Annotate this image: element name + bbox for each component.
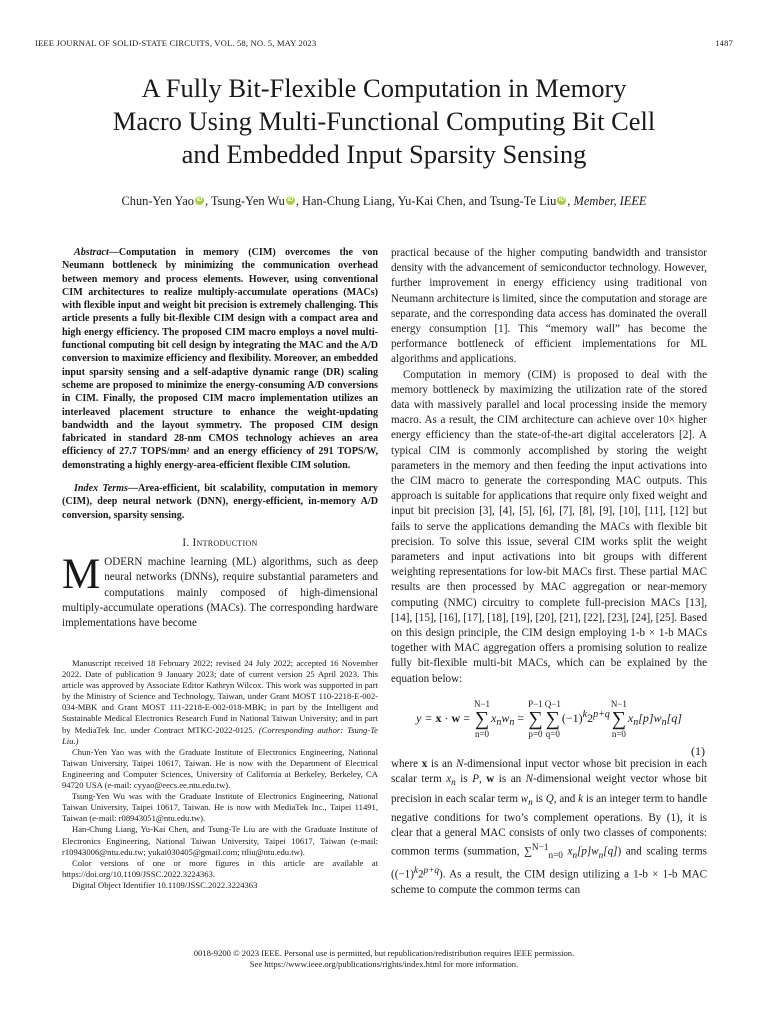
right-paragraph-3 bbox=[391, 757, 707, 899]
index-terms-text: Area-efficient, bit scalability, computation in memory (CIM), deep neural network (DNN), energy-efficient, in-memory A/D conversion, sparsity sensing. bbox=[62, 483, 378, 521]
text: ). As a result, the CIM design utilizing a 1-b × 1-b MAC scheme to compute the common terms can bbox=[391, 869, 707, 897]
var-k: k bbox=[578, 792, 584, 805]
footnote-color-versions: Color versions of one or more figures in this article are available at https://doi.org/10.1109/JSSC.2022.3224363. bbox=[62, 857, 378, 879]
author-3-5: , Han-Chung Liang, Yu-Kai Chen, and Tsung-Te Liu bbox=[295, 194, 557, 208]
equation-body bbox=[391, 699, 707, 739]
rights-link-line[interactable]: See https://www.ieee.org/publications/rights/index.html for more information. bbox=[249, 959, 519, 969]
abstract-text: Computation in memory (CIM) overcomes the von Neumann bottleneck by minimizing the communication overhead between memory and process elements. However, using conventional CIM architectures to realize multiply-accumulate operations (MACs) with flexible input and weight bit precision is extremely challenging. This article presents a fully bit-flexible CIM design with a compact area and high energy efficiency. The proposed CIM macro employs a novel multi-functional computing bit cell design by integrating the MAC and the A/D conversion to maximize efficiency and flexibility. Moreover, an embedded input sparsity sensing and a self-adaptive dynamic range (DR) scaling scheme are proposed to minimize the energy-consuming A/D conversions in CIM. Finally, the proposed CIM macro implementation utilizes an interleaved placement structure to enhance the weight-updating bandwidth and the layout symmetry. The proposed CIM design fabricated in standard 28-nm CMOS technology achieves an area efficiency of 27.7 TOPS/mm² and an energy efficiency of 291 TOPS/W, demonstrating a highly energy-area-efficient flexible CIM solution. bbox=[62, 247, 378, 471]
sum-4 bbox=[611, 699, 627, 739]
text: , bbox=[478, 773, 487, 786]
left-column bbox=[62, 246, 378, 631]
inline-sup: k bbox=[413, 866, 418, 877]
text: is bbox=[532, 792, 546, 805]
footnote-doi: Digital Object Identifier 10.1109/JSSC.2022.3224363 bbox=[72, 879, 258, 890]
footnotes bbox=[62, 658, 378, 891]
sum-symbol: ∑ bbox=[611, 707, 626, 730]
author-list bbox=[30, 194, 738, 209]
var-w: w bbox=[486, 773, 495, 786]
orcid-icon[interactable]: iD bbox=[196, 197, 203, 203]
text: where bbox=[391, 757, 422, 770]
footnote-manuscript-text: Manuscript received 18 February 2022; revised 24 July 2022; accepted 16 November 2022. Date of publication 9 January 2023; date of current version 25 April 2023. This article was approved by Associate Editor Kathryn Wilcox. This work was supported in part by the Ministry of Science and Technology, Taiwan, under Grant MOST 110-2218-E-002-034-MBK and Grant MOST 111-2218-E-002-018-MBK; in part by the Intelligent and Sustainable Medical Electronics Research Fund in National Taiwan University; and in part by MediaTek Inc. under Contract MTKC-2022-0125. bbox=[62, 658, 378, 735]
section-number: I. bbox=[182, 536, 193, 549]
inline-sub: n=0 bbox=[548, 851, 563, 862]
sum-symbol: ∑ bbox=[528, 707, 543, 730]
text: is an bbox=[427, 757, 457, 770]
orcid-icon[interactable]: iD bbox=[287, 197, 294, 203]
intro-paragraph bbox=[62, 551, 378, 631]
footnote-authors-3-5: Han-Chung Liang, Yu-Kai Chen, and Tsung-Te Liu are with the Graduate Institute of Electronics Engineering, National Taiwan University, Taipei 10617, Taiwan (e-mail: r10943006@ntu.edu.tw; yukai030405@gmail.com; ttliu@ntu.edu.tw). bbox=[62, 824, 378, 857]
var-sub: n bbox=[528, 797, 533, 808]
eq-x: x bbox=[435, 710, 442, 725]
text: ) and scaling terms ((−1) bbox=[391, 846, 708, 882]
sum-upper: P−1 bbox=[528, 698, 543, 709]
var-Q: Q bbox=[545, 792, 554, 805]
eq-equals: = bbox=[514, 710, 528, 725]
var-N: N bbox=[456, 757, 464, 770]
copyright-footer bbox=[0, 948, 768, 970]
text: is an integer term to handle negative conditions for two’s complement operations. By (1), it is clear that a general MAC consists of only two classes of components: common terms (summation, bbox=[391, 792, 708, 859]
inline-sup: N−1 bbox=[531, 843, 549, 854]
inline-term: [q] bbox=[603, 846, 618, 859]
inline-term: x bbox=[562, 846, 573, 859]
right-paragraph-1: practical because of the higher computing bandwidth and transistor density with the advancement of semiconductor technology. However, further improvement in energy efficiency using traditional von Neumann architecture is limited, since the computation and storage are separate, and the corresponding data access has dominated the overall energy consumption [1]. This “memory wall” has become the performance bottleneck of efficient implementations for ML algorithms and applications. bbox=[391, 247, 707, 366]
footnote-manuscript bbox=[62, 658, 378, 747]
section-title: Introduction bbox=[192, 536, 258, 549]
copyright-line: 0018-9200 © 2023 IEEE. Personal use is permitted, but republication/redistribution requires IEEE permission. bbox=[193, 948, 575, 958]
sum-lower: n=0 bbox=[474, 728, 490, 739]
right-column bbox=[391, 246, 707, 899]
index-terms-label: Index Terms— bbox=[74, 483, 139, 495]
sum-symbol: ∑ bbox=[474, 707, 490, 730]
eq-sub: n bbox=[633, 717, 639, 729]
sum-lower: n=0 bbox=[611, 728, 626, 739]
sum-upper: Q−1 bbox=[544, 698, 561, 709]
eq-sup: p+q bbox=[593, 708, 610, 720]
first-word-rest: ODERN bbox=[104, 556, 143, 569]
author-2: , Tsung-Yen Wu bbox=[204, 194, 285, 208]
text: -dimensional input vector whose bit precision in each scalar term bbox=[391, 757, 707, 786]
author-sep: , bbox=[567, 194, 574, 208]
eq-term: [p]w bbox=[638, 710, 662, 725]
inline-term: [p]w bbox=[577, 846, 599, 859]
eq-sup: k bbox=[582, 708, 588, 720]
var-xn: x bbox=[446, 773, 452, 786]
inline-sup: p+q bbox=[423, 866, 440, 877]
eq-term: (−1) bbox=[561, 710, 583, 725]
footnote-author-2: Tsung-Yen Wu was with the Graduate Institute of Electronics Engineering, National Taiwan University, Taipei 10617, Taiwan. He is now with MediaTek Inc., Taipei 11491, Taiwan (e-mail: r08943051@ntu.edu.tw). bbox=[62, 791, 378, 824]
title-line-3: and Embedded Input Sparsity Sensing bbox=[181, 139, 587, 169]
drop-cap: M bbox=[62, 551, 101, 599]
member-ieee: Member, IEEE bbox=[573, 194, 647, 208]
sum-upper: N−1 bbox=[473, 698, 491, 709]
eq-term: x bbox=[627, 710, 634, 725]
sum-lower: q=0 bbox=[545, 728, 560, 739]
inline-sub: n bbox=[572, 851, 578, 862]
var-x: x bbox=[421, 757, 428, 770]
section-heading-intro bbox=[62, 536, 378, 551]
eq-sub: n bbox=[496, 717, 502, 729]
eq-sub: n bbox=[661, 717, 667, 729]
eq-term: [q] bbox=[666, 710, 682, 725]
var-P: P bbox=[472, 773, 479, 786]
orcid-icon[interactable]: iD bbox=[558, 197, 565, 203]
sum-3 bbox=[545, 699, 561, 739]
equation-number: (1) bbox=[691, 743, 705, 758]
eq-lhs: y = bbox=[416, 710, 436, 725]
eq-dot: · bbox=[441, 710, 452, 725]
eq-equals: = bbox=[460, 710, 473, 725]
text: 2 bbox=[418, 869, 424, 882]
sum-lower: p=0 bbox=[528, 728, 543, 739]
text: is an bbox=[494, 773, 526, 786]
var-sub: n bbox=[451, 778, 456, 789]
corresponding-author: (Corresponding author: Tsung-Te Liu.) bbox=[62, 724, 378, 746]
sum-symbol: ∑ bbox=[545, 707, 560, 730]
eq-term: w bbox=[501, 710, 510, 725]
var-N: N bbox=[525, 773, 534, 786]
right-paragraph-2: Computation in memory (CIM) is proposed to deal with the memory bottleneck by maximizing the utilization rate of the stored data with massively parallel and local processing inside the memory macro. As a result, the CIM architecture can achieve over 10× higher energy efficiency than the state-of-the-art digital accelerators [2]. A typical CIM is commonly accomplished by storing the weight parameters in the memory and then feeding the input activations into the CIM macro to generate the corresponding MAC outputs. This approach is suitable for applications that require only fixed weight and input bit precision [3], [4], [5], [6], [7], [8], [9], [10], [11], [12] but fails to serve the applications demanding the MACs with flexible bit precision. To solve this issue, several CIM works split the weight parameters and input activations into bit groups with different weighting representations for low-bit MACs first. These partial MAC results are then processed by MAC aggregation or near-memory computing (NMC) circuitry to complete full-precision MACs [13], [14], [15], [16], [17], [18], [19], [20], [21], [22], [23], [24], [25]. Based on this design principle, the CIM design employing 1-b × 1-b MACs together with MAC aggregation offers a promising solution to realize fully bit-flexible multi-bit MACs, which can be explained by the equation below: bbox=[391, 368, 707, 685]
equation-1 bbox=[391, 698, 707, 758]
paper-title bbox=[40, 72, 728, 171]
sum-upper: N−1 bbox=[610, 698, 627, 709]
inline-sum: ∑ bbox=[524, 846, 532, 859]
index-terms bbox=[62, 482, 378, 522]
intro-text: machine learning (ML) algorithms, such as deep neural networks (DNNs), require substantial parameters and computations mainly composed of high-dimensional multiply-accumulate operations (MACs). The corresponding hardware implementations have become bbox=[62, 556, 378, 629]
footnote-author-1: Chun-Yen Yao was with the Graduate Institute of Electronics Engineering, National Taiwan University, Taipei 10617, Taiwan. He is now with the Department of Electrical Engineering and Computer Sciences, University of California at Berkeley, Berkeley, CA 94720 USA (e-mail: cyyao@eecs.ee.ntu.edu.tw). bbox=[62, 746, 378, 791]
abstract bbox=[62, 246, 378, 472]
abstract-label: Abstract— bbox=[74, 247, 119, 258]
var-wn: w bbox=[520, 792, 529, 805]
sum-1 bbox=[474, 699, 490, 739]
eq-w: w bbox=[451, 710, 461, 725]
author-1: Chun-Yen Yao bbox=[121, 194, 194, 208]
eq-term: x bbox=[491, 710, 497, 725]
inline-sub: n bbox=[598, 851, 604, 862]
text: , and bbox=[553, 792, 579, 805]
text: -dimensional weight vector whose bit precision in each scalar term bbox=[391, 773, 707, 805]
page-number: 1487 bbox=[715, 38, 733, 48]
eq-sub: n bbox=[509, 717, 515, 729]
sum-2 bbox=[528, 699, 543, 739]
eq-term: 2 bbox=[587, 710, 594, 725]
running-head bbox=[35, 38, 733, 48]
journal-name: IEEE JOURNAL OF SOLID-STATE CIRCUITS, VOL. 58, NO. 5, MAY 2023 bbox=[35, 38, 317, 48]
text: is bbox=[455, 773, 473, 786]
title-line-2: Macro Using Multi-Functional Computing Bit Cell bbox=[112, 106, 656, 136]
title-line-1: A Fully Bit-Flexible Computation in Memory bbox=[141, 73, 627, 103]
